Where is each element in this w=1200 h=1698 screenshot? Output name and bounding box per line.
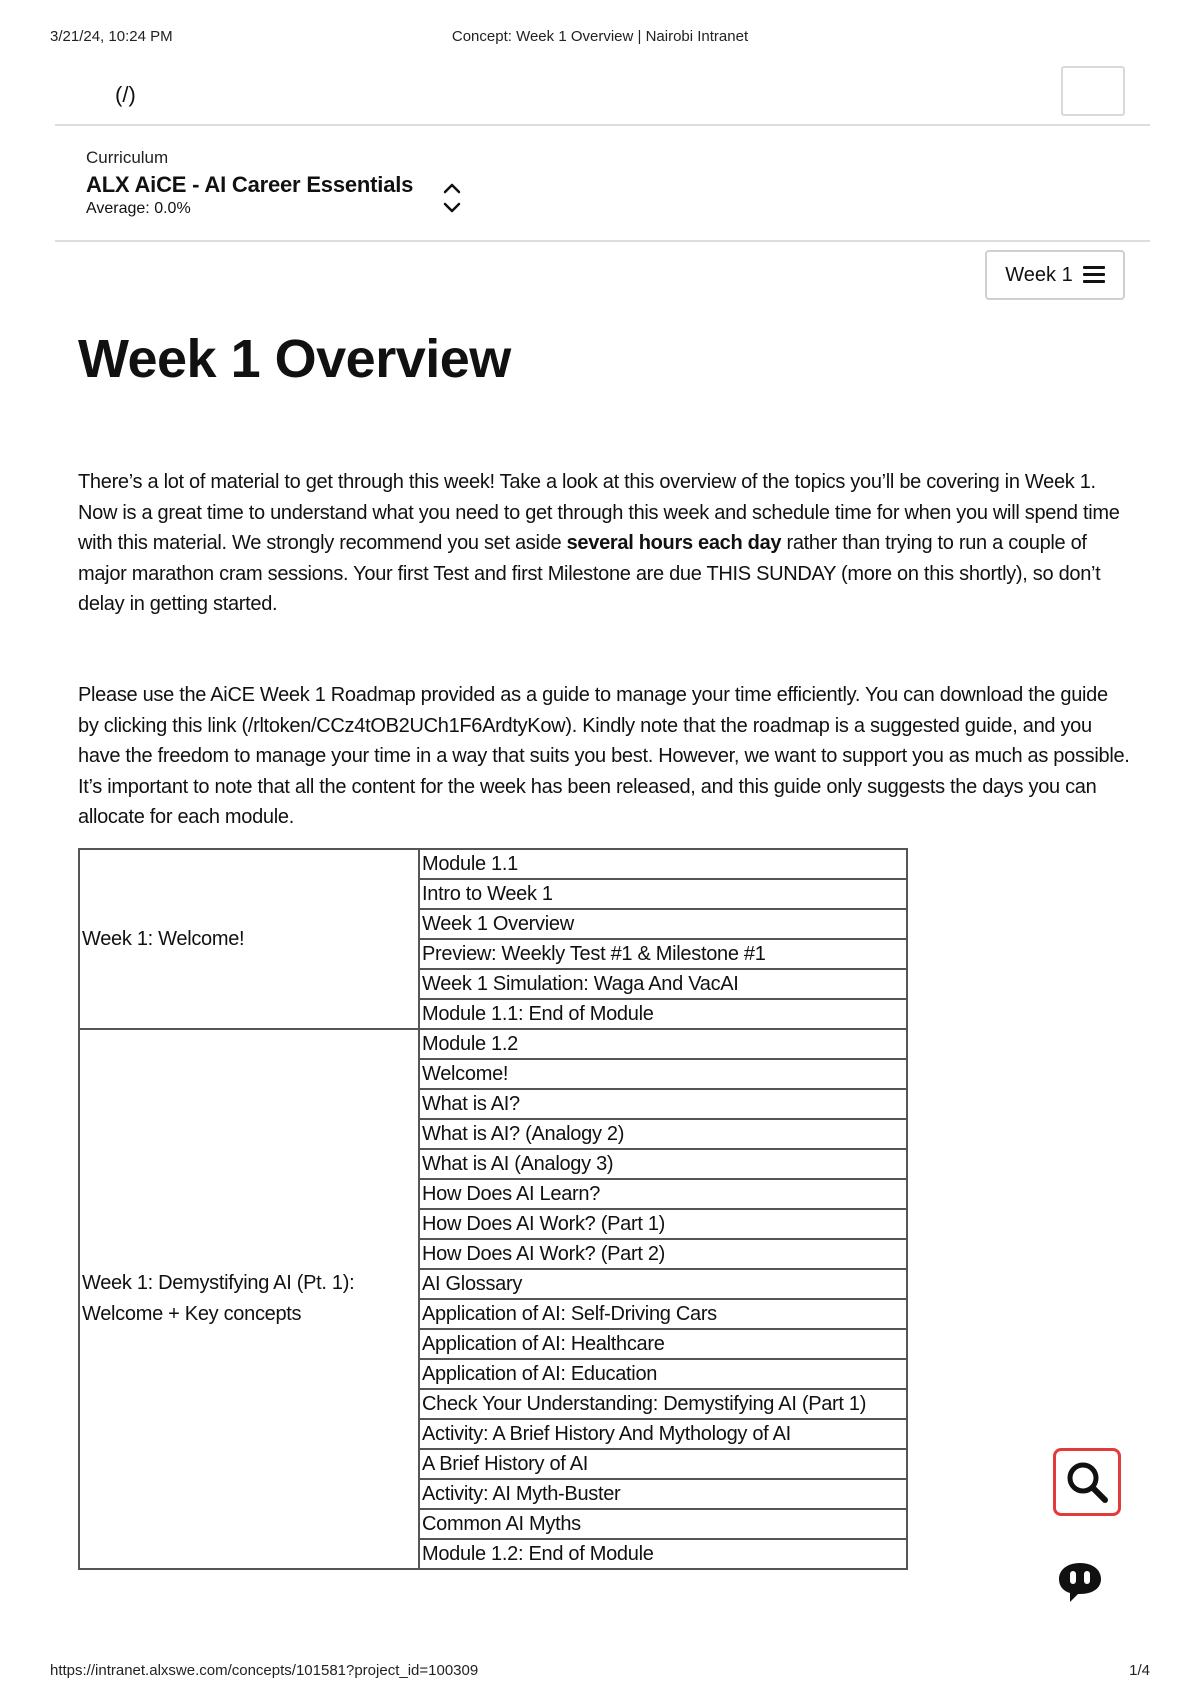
module-item-cell: How Does AI Learn?: [419, 1179, 907, 1209]
module-item-cell: Week 1 Overview: [419, 909, 907, 939]
module-item-cell: Common AI Myths: [419, 1509, 907, 1539]
intro-bold-text: several hours each day: [566, 532, 782, 554]
module-item-cell: How Does AI Work? (Part 2): [419, 1239, 907, 1269]
module-item-cell: Module 1.2: End of Module: [419, 1539, 907, 1569]
intro-text-end: rather than trying to run a couple of major marathon cram sessions. Your first Test and first Milestone are due THIS SUNDAY (more on this shortly), so don’t delay in getting started.: [78, 532, 1101, 615]
search-button[interactable]: [1053, 1448, 1121, 1516]
chat-support-icon[interactable]: [1056, 1560, 1104, 1604]
module-item-cell: Module 1.2: [419, 1029, 907, 1059]
print-page-title: Concept: Week 1 Overview | Nairobi Intranet: [451, 28, 749, 45]
curriculum-name: ALX AiCE - AI Career Essentials: [86, 172, 414, 197]
roadmap-text: Please use the AiCE Week 1 Roadmap provided as a guide to manage your time efficiently. You can download the guide by clicking this link: [78, 684, 1108, 737]
curriculum-average: [86, 200, 413, 218]
module-item-cell: A Brief History of AI: [419, 1449, 907, 1479]
module-item-cell: What is AI? (Analogy 2): [419, 1119, 907, 1149]
curriculum-label: Curriculum: [86, 148, 169, 167]
print-datetime: 3/21/24, 10:24 PM: [50, 28, 173, 45]
week-selector-button[interactable]: [985, 250, 1125, 300]
module-item-cell: Welcome!: [419, 1059, 907, 1089]
chevron-up-down-icon[interactable]: [441, 178, 463, 218]
table-row: [79, 849, 907, 879]
header-divider: [55, 124, 1150, 126]
home-link[interactable]: (/): [115, 82, 136, 107]
roadmap-download-link[interactable]: (/rltoken/CCz4tOB2UCh1F6ArdtyKow): [241, 714, 572, 737]
module-item-cell: Week 1 Simulation: Waga And VacAI: [419, 969, 907, 999]
print-header: [50, 28, 1150, 48]
curriculum-selector[interactable]: [86, 148, 413, 218]
average-value: 0.0%: [154, 200, 191, 217]
module-item-cell: Application of AI: Healthcare: [419, 1329, 907, 1359]
intro-text: There’s a lot of material to get through this week! Take a look at this overview of the topics you’ll be covering in Week 1. Now is a great time to understand what you need to get through this week and schedule time for when you will spend time with this material. We strongly recommend you set aside: [78, 471, 1120, 554]
intro-paragraph-2: [78, 680, 1133, 833]
module-item-cell: What is AI (Analogy 3): [419, 1149, 907, 1179]
module-item-cell: How Does AI Work? (Part 1): [419, 1209, 907, 1239]
table-row: [79, 1029, 907, 1059]
average-label: Average:: [86, 200, 150, 217]
profile-menu-button[interactable]: [1061, 66, 1125, 116]
roadmap-text-end: . Kindly note that the roadmap is a suggested guide, and you have the freedom to manage your time in a way that suits you best. However, we want to support you as much as possible. It’s important to note that all the content for the week has been released, and this guide only suggests the days you can allocate for each module.: [78, 714, 1130, 828]
module-item-cell: Activity: A Brief History And Mythology of AI: [419, 1419, 907, 1449]
week-label-cell: Week 1: Welcome!: [79, 849, 419, 1029]
roadmap-table: [78, 848, 908, 1570]
module-item-cell: Application of AI: Education: [419, 1359, 907, 1389]
search-icon: [1064, 1459, 1110, 1505]
curriculum-divider: [55, 240, 1150, 242]
top-navbar: [55, 66, 1150, 120]
module-item-cell: Preview: Weekly Test #1 & Milestone #1: [419, 939, 907, 969]
module-item-cell: What is AI?: [419, 1089, 907, 1119]
module-item-cell: Activity: AI Myth-Buster: [419, 1479, 907, 1509]
module-item-cell: AI Glossary: [419, 1269, 907, 1299]
module-item-cell: Module 1.1: End of Module: [419, 999, 907, 1029]
module-item-cell: Module 1.1: [419, 849, 907, 879]
intro-paragraph-1: [78, 467, 1133, 620]
module-item-cell: Application of AI: Self-Driving Cars: [419, 1299, 907, 1329]
week-selector-label: Week 1: [1005, 263, 1073, 286]
module-item-cell: Check Your Understanding: Demystifying AI (Part 1): [419, 1389, 907, 1419]
print-url: https://intranet.alxswe.com/concepts/101581?project_id=100309: [50, 1662, 479, 1679]
module-item-cell: Intro to Week 1: [419, 879, 907, 909]
page-title: Week 1 Overview: [78, 329, 511, 389]
print-page-number: 1/4: [1129, 1662, 1150, 1679]
print-footer: [50, 1662, 1150, 1682]
hamburger-menu-icon: [1083, 266, 1105, 284]
week-label-cell: Week 1: Demystifying AI (Pt. 1): Welcome + Key concepts: [79, 1029, 419, 1569]
